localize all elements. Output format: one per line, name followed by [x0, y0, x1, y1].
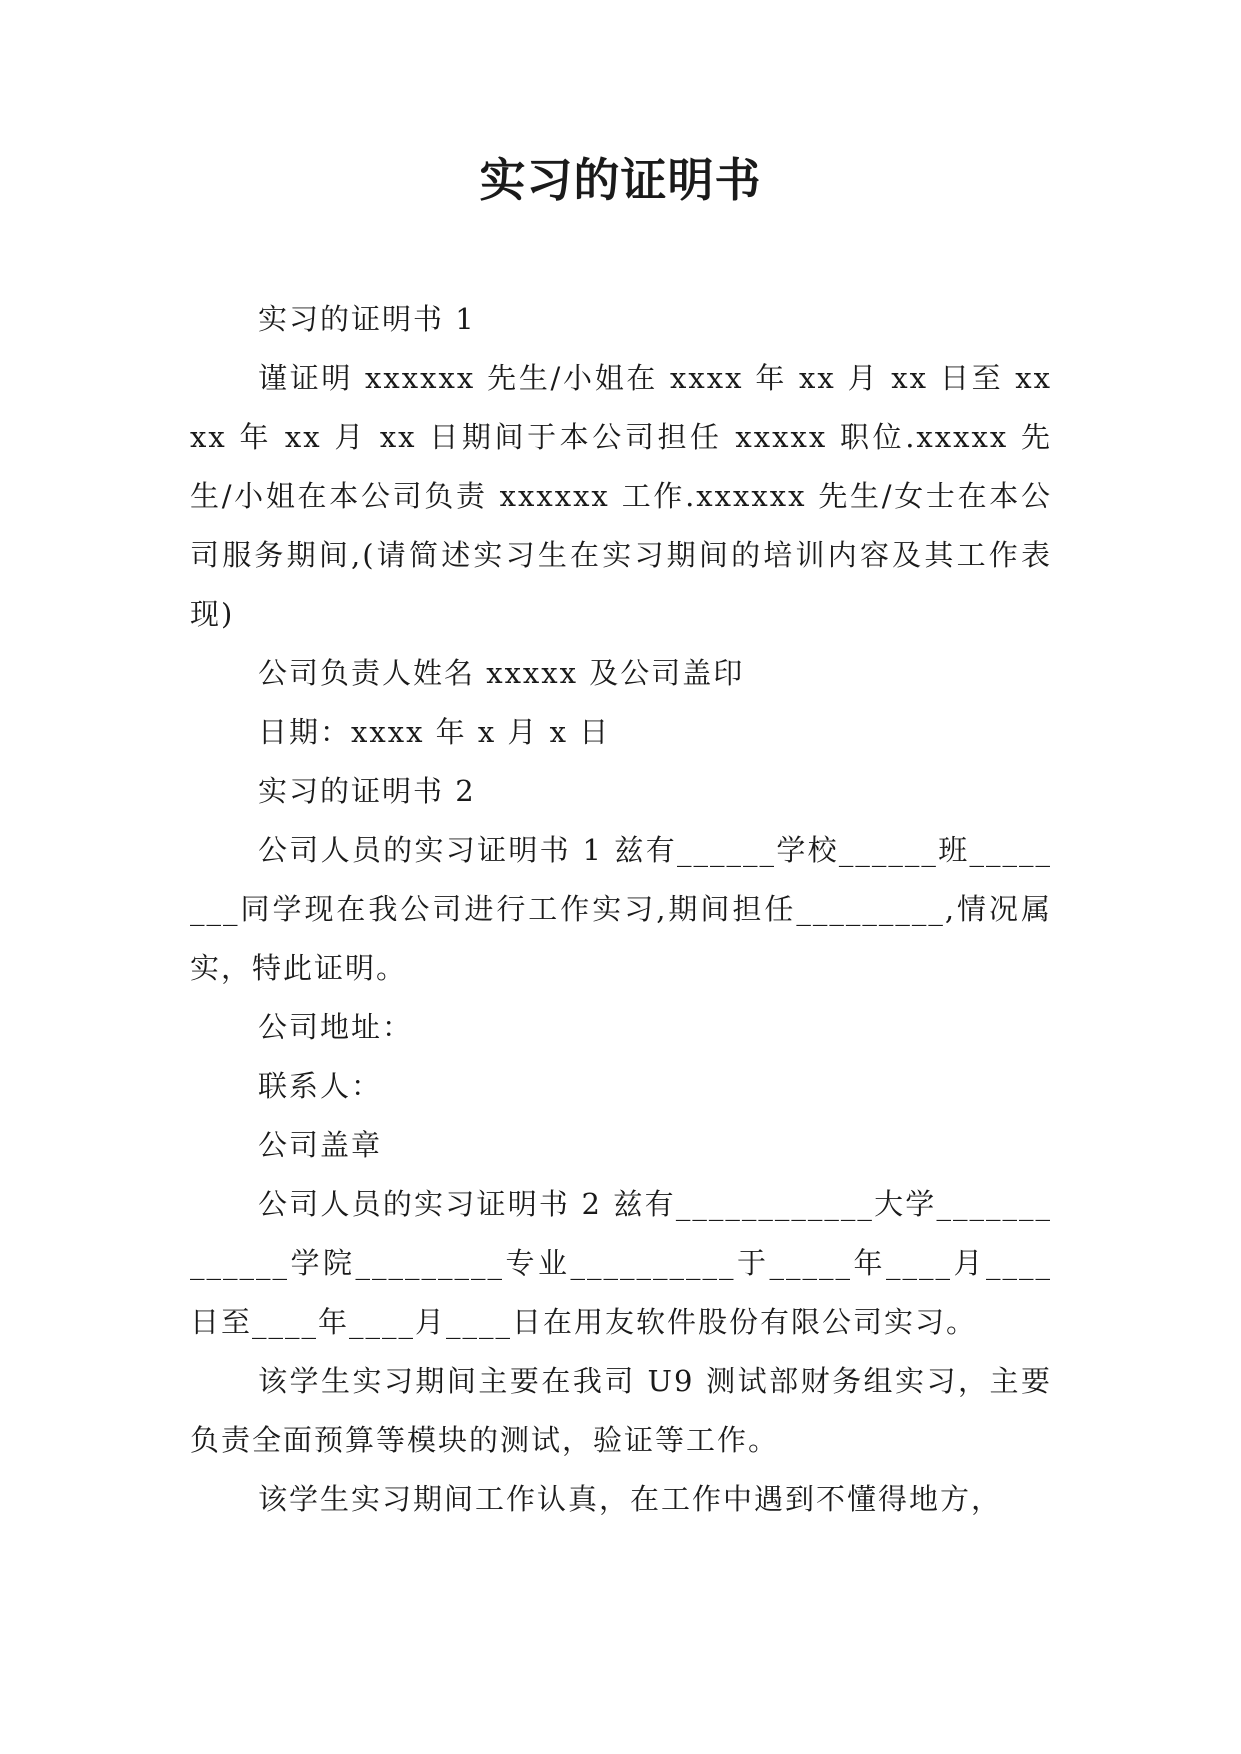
section-heading-1: 实习的证明书 1 — [258, 302, 476, 336]
section-heading-2: 实习的证明书 2 — [258, 774, 476, 808]
paragraph-internship-performance: 该学生实习期间工作认真，在工作中遇到不懂得地方， — [258, 1482, 1003, 1516]
paragraph-certificate-1: 谨证明 xxxxxx 先生/小姐在 xxxx 年 xx 月 xx 日至 xxxx 年 xx 月 xx 日期间于本公司担任 xxxxx 职位.xxxxx 先生/小姐在本公司负责 xxxxxx 工作.xxxxxx 先生/女士在本公司服务期间,(请简述实习生在实习期间的培训内容及其工作表现) — [190, 361, 1052, 631]
paragraph-contact: 联系人： — [258, 1069, 383, 1103]
paragraph-company-address: 公司地址： — [258, 1010, 414, 1044]
paragraph-certificate-2b: 公司人员的实习证明书 2 兹有____________大学_____________学院_________专业__________于_____年____月____日至____年____月____日在用友软件股份有限公司实习。 — [190, 1187, 1052, 1339]
paragraph-date: 日期：xxxx 年 x 月 x 日 — [258, 715, 611, 749]
document-title: 实习的证明书 — [479, 153, 762, 207]
paragraph-signer: 公司负责人姓名 xxxxx 及公司盖印 — [258, 656, 745, 690]
document-body — [190, 290, 1052, 1529]
paragraph-internship-duties: 该学生实习期间主要在我司 U9 测试部财务组实习，主要负责全面预算等模块的测试，验证等工作。 — [190, 1364, 1052, 1457]
paragraph-certificate-2a: 公司人员的实习证明书 1 兹有______学校______班________同学现在我公司进行工作实习,期间担任_________,情况属实，特此证明。 — [190, 833, 1052, 985]
paragraph-company-seal: 公司盖章 — [258, 1128, 383, 1162]
